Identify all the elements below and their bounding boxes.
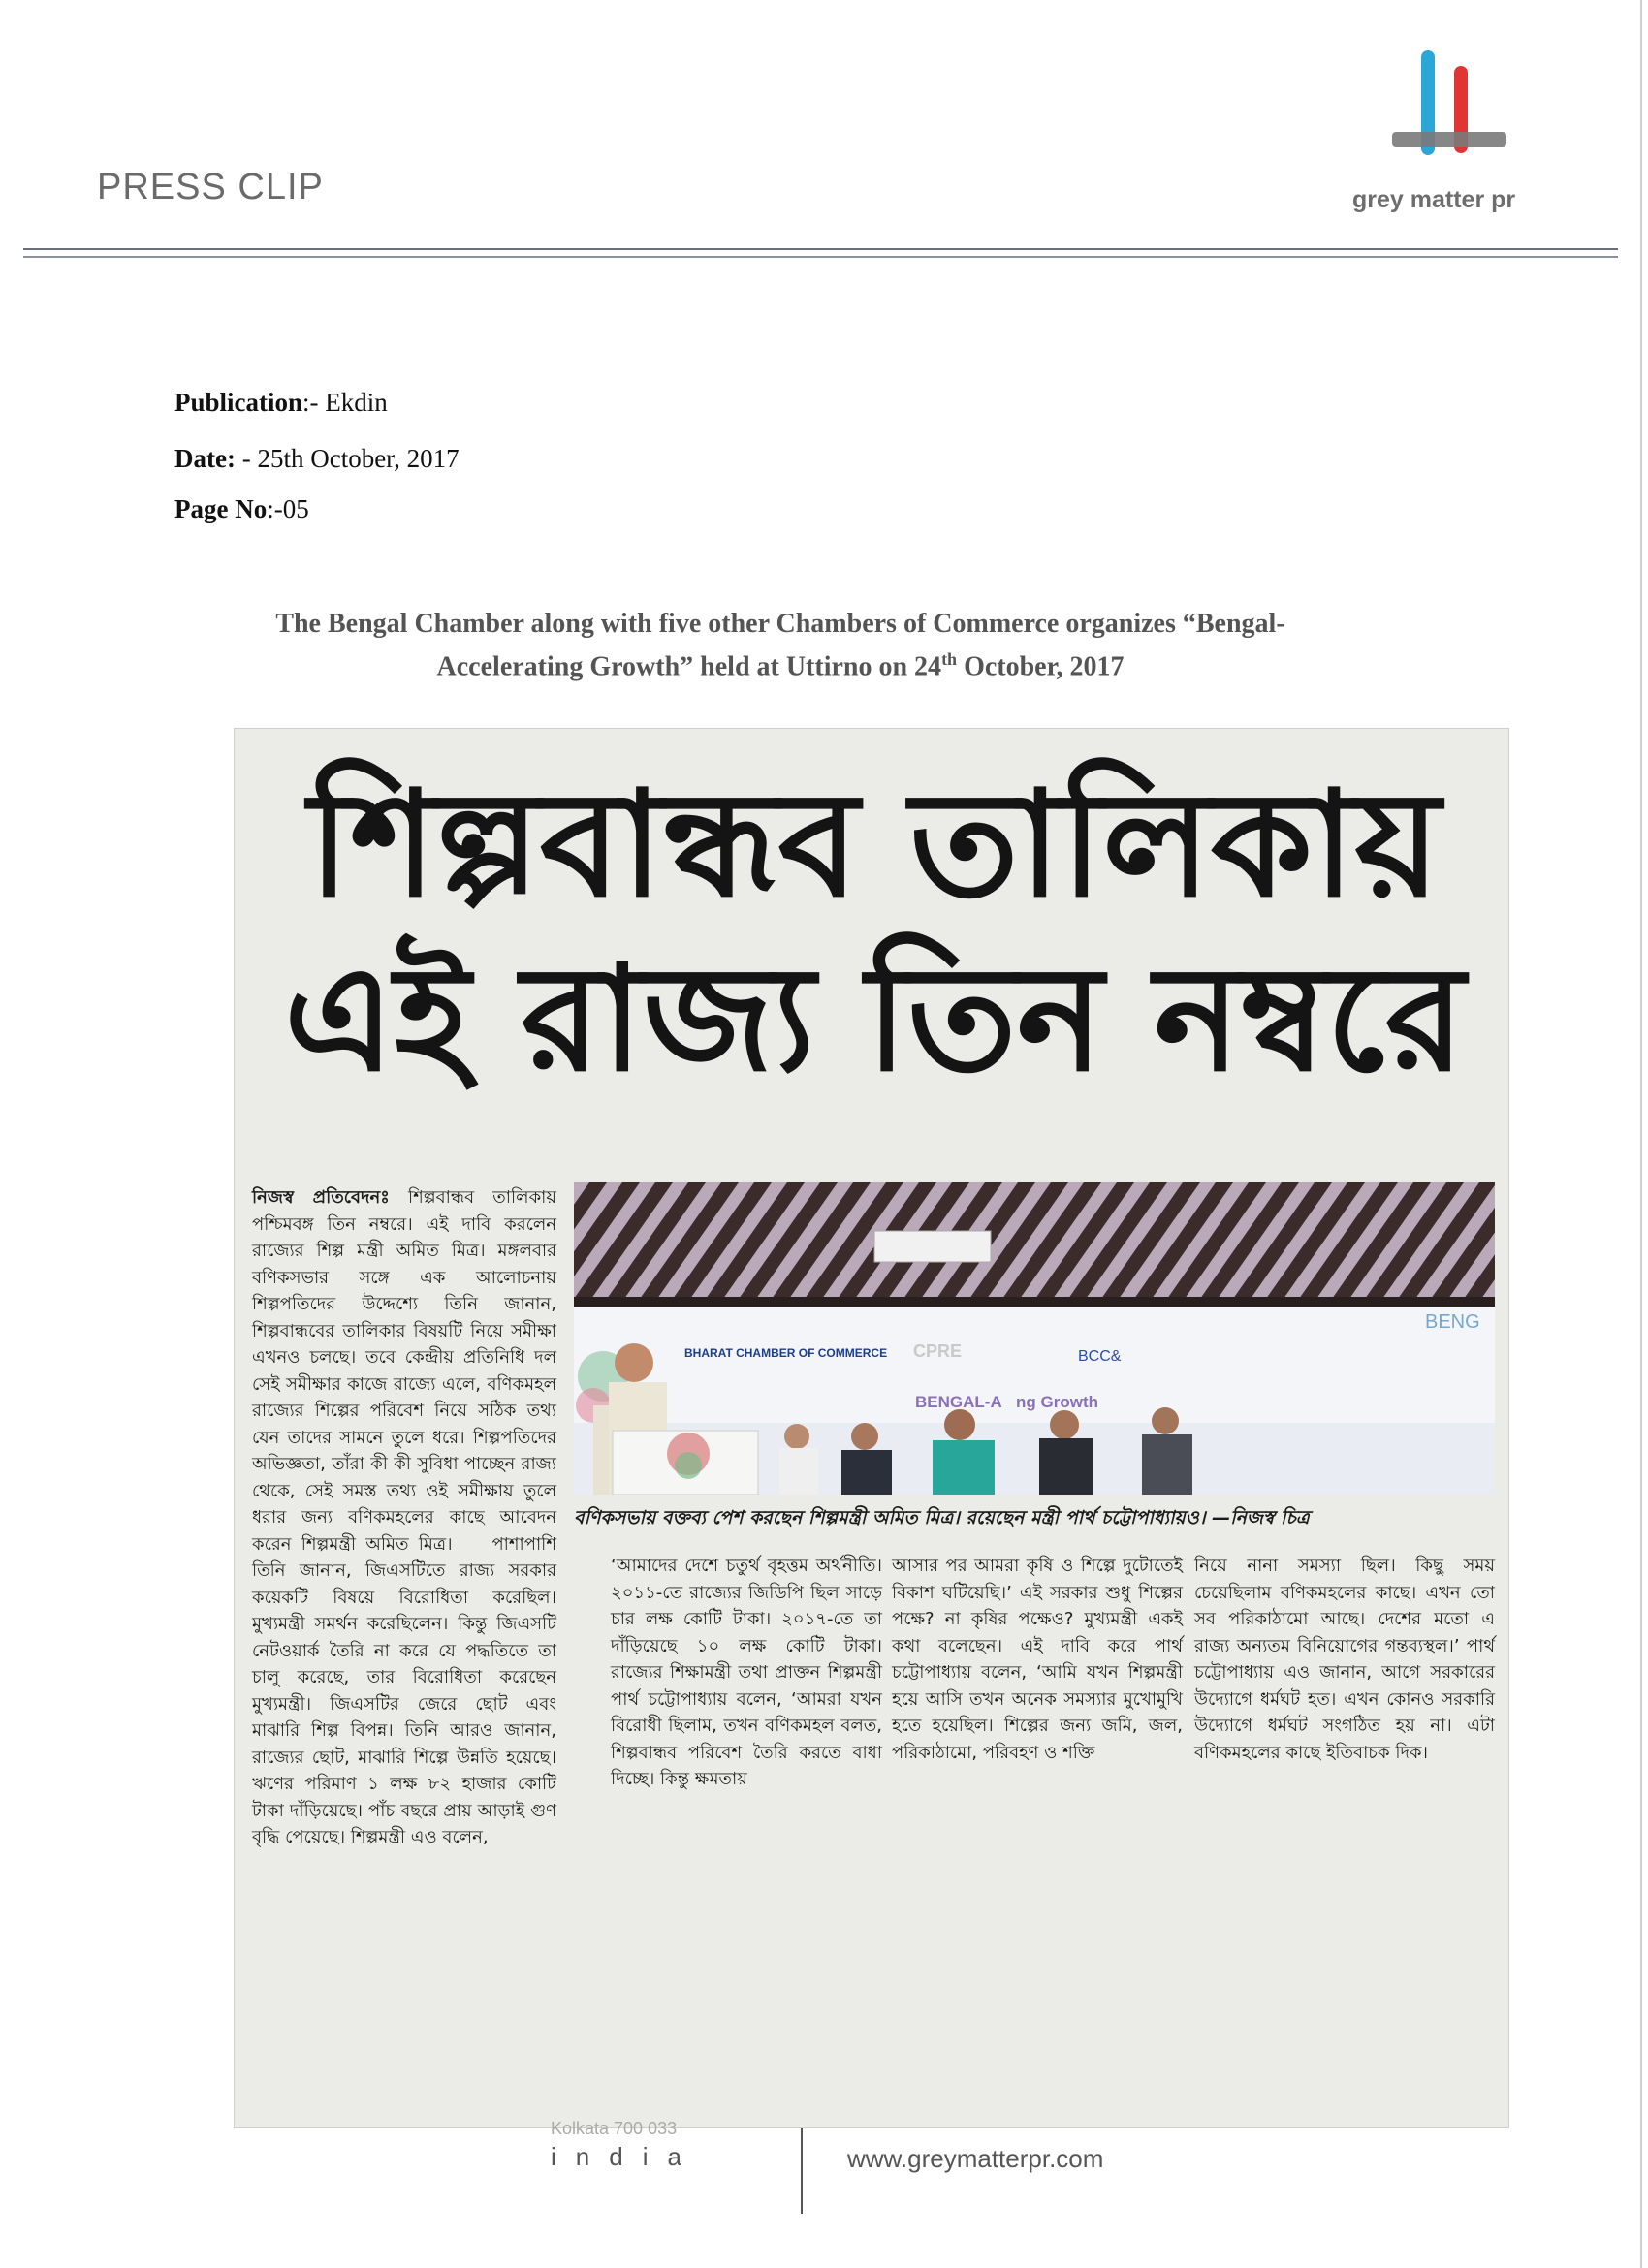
caption-line-1: The Bengal Chamber along with five other Chambers of Commerce organizes “Bengal- [275,609,1285,639]
footer-divider [801,2128,803,2214]
date-value: - 25th October, 2017 [235,444,460,473]
banner-event: BENGAL-A [915,1393,1002,1411]
page-label: Page No [174,494,268,523]
publication-label: Publication [174,388,303,417]
article-column-2: ‘আমাদের দেশে চতুর্থ বৃহত্তম অর্থনীতি। ২০১১-তে রাজ্যের জিডিপি ছিল সাড়ে চার লক্ষ কোটি টাকা। ২০১৭-তে তা দাঁড়িয়েছে ১০ লক্ষ কোটি টাকা। রাজ্যের শিক্ষামন্ত্রী তথা প্রাক্তন শিল্পমন্ত্রী পার্থ চট্টোপাধ্যায় বলেন, ‘আমরা যখন বিরোধী ছিলাম, তখন বণিকমহল বলত, শিল্পবান্ধব পরিবেশ তৈরি করতে বাধা দিচ্ছে। কিন্তু ক্ষমতায় [611,1556,882,1789]
date-line [174,444,460,474]
banner-cii: CPRE [913,1341,963,1361]
column-1-text: শিল্পবান্ধব তালিকায় পশ্চিমবঙ্গ তিন নম্বরে। এই দাবি করলেন রাজ্যের শিল্প মন্ত্রী অমিত মিত্র। মঙ্গলবার বণিকসভার সঙ্গে এক আলোচনায় শিল্পপতিদের উদ্দেশ্যে তিনি জানান, শিল্পবান্ধবের তালিকার বিষয়টি নিয়ে সমীক্ষা এখনও চলছে। তবে কেন্দ্রীয় প্রতিনিধি দল সেই সমীক্ষার কাজে রাজ্যে এলে, বণিকমহল রাজ্যের শিল্পের পরিবেশ নিয়ে সঠিক তথ্য যেন তাদের সামনে তুলে ধরে। শিল্পপতিদের অভিজ্ঞতা, তাঁরা কী কী সুবিধা পাচ্ছেন রাজ্য থেকে, সেই সমস্ত তথ্য ওই সমীক্ষায় তুলে ধরার জন্য বণিকমহলের কাছে আবেদন করেন শিল্পমন্ত্রী অমিত মিত্র। পাশাপাশি তিনি জানান, জিএসটিতে রাজ্য সরকার কয়েকটি বিষয়ে বিরোধিতা করেছিল। মুখ্যমন্ত্রী সমর্থন করেছিলেন। কিন্তু জিএসটি নেটওয়ার্ক তৈরি না করে যে পদ্ধতিতে তা চালু করেছে, তার বিরোধিতা করেছেন মুখ্যমন্ত্রী। জিএসটির জেরে ছোট এবং মাঝারি শিল্প বিপন্ন। তিনি আরও জানান, রাজ্যের ছোট, মাঝারি শিল্পে উন্নতি হয়েছে। ঋণের পরিমাণ ১ লক্ষ ৮২ হাজার কোটি টাকা দাঁড়িয়েছে। পাঁচ বছরে প্রায় আড়াই গুণ বৃদ্ধি পেয়েছে। শিল্পমন্ত্রী এও বলেন, [252,1187,556,1847]
article-column-1 [252,1184,556,1851]
publication-line [174,388,388,418]
event-photo [574,1182,1495,1495]
page-value: :-05 [267,494,309,523]
newspaper-clipping [235,729,1508,2127]
article-headline [244,758,1505,1107]
footer-url: www.greymatterpr.com [847,2144,1104,2173]
grey-matter-pr-logo [1388,47,1514,163]
banner-bcc: BCC& [1078,1348,1122,1365]
footer-address-faded: Kolkata 700 033 [551,2119,678,2138]
publication-value: :- Ekdin [302,388,388,417]
article-column-3: আসার পর আমরা কৃষি ও শিল্পে দুটোতেই বিকাশ ঘটিয়েছি।’ এই সরকার শুধু শিল্পের পক্ষে? না কৃষির পক্ষেও? মুখ্যমন্ত্রী একই কথা বলেছেন। এই দাবি করে পার্থ চট্টোপাধ্যায় বলেন, ‘আমি যখন শিল্পমন্ত্রী হয়ে আসি তখন অনেক সমস্যার মুখোমুখি হতে হয়েছিল। শিল্পের জন্য জমি, জল, পরিকাঠামো, পরিবহণ ও শক্তি [892,1556,1183,1763]
headline-line-2: এই রাজ্য তিন নম্বরে [283,935,1466,1104]
banner-right: BENG [1425,1311,1480,1333]
footer-country: india [551,2142,701,2171]
page-line [174,494,309,524]
brand-name: grey matter pr [1352,186,1516,213]
date-label: Date: [174,444,236,473]
page-edge [1640,0,1642,2268]
byline: নিজস্ব প্রতিবেদনঃ [252,1187,390,1208]
banner-event-tail: ng Growth [1016,1393,1098,1411]
headline-line-1: শিল্পবান্ধব তালিকায় [308,761,1441,929]
article-column-4: নিয়ে নানা সমস্যা ছিল। কিছু সময় চেয়েছিলাম বণিকমহলের কাছে। এখন তো সব পরিকাঠামো আছে। দেশের মতো এ রাজ্য অন্যতম বিনিয়োগের গন্তব্যস্থল।’ পার্থ চট্টোপাধ্যায় এও জানান, আগে সরকারের উদ্যোগে ধর্মঘট হত। এখন কোনও সরকারি উদ্যোগে ধর্মঘট সংগঠিত হয় না। এটা বণিকমহলের কাছে ইতিবাচক দিক। [1194,1556,1495,1763]
clip-caption [145,607,1415,684]
banner-bharat-chamber: BHARAT CHAMBER OF COMMERCE [684,1346,888,1360]
press-clip-label: PRESS CLIP [97,167,324,207]
caption-line-2: Accelerating Growth” held at Uttirno on 24th October, 2017 [436,649,1125,682]
photo-caption: বণিকসভায় বক্তব্য পেশ করছেন শিল্পমন্ত্রী অমিত মিত্র। রয়েছেন মন্ত্রী পার্থ চট্টোপাধ্যায়ও। —নিজস্ব চিত্র [574,1507,1310,1528]
header-rule-bottom [23,256,1618,258]
header-rule-top [23,248,1618,250]
